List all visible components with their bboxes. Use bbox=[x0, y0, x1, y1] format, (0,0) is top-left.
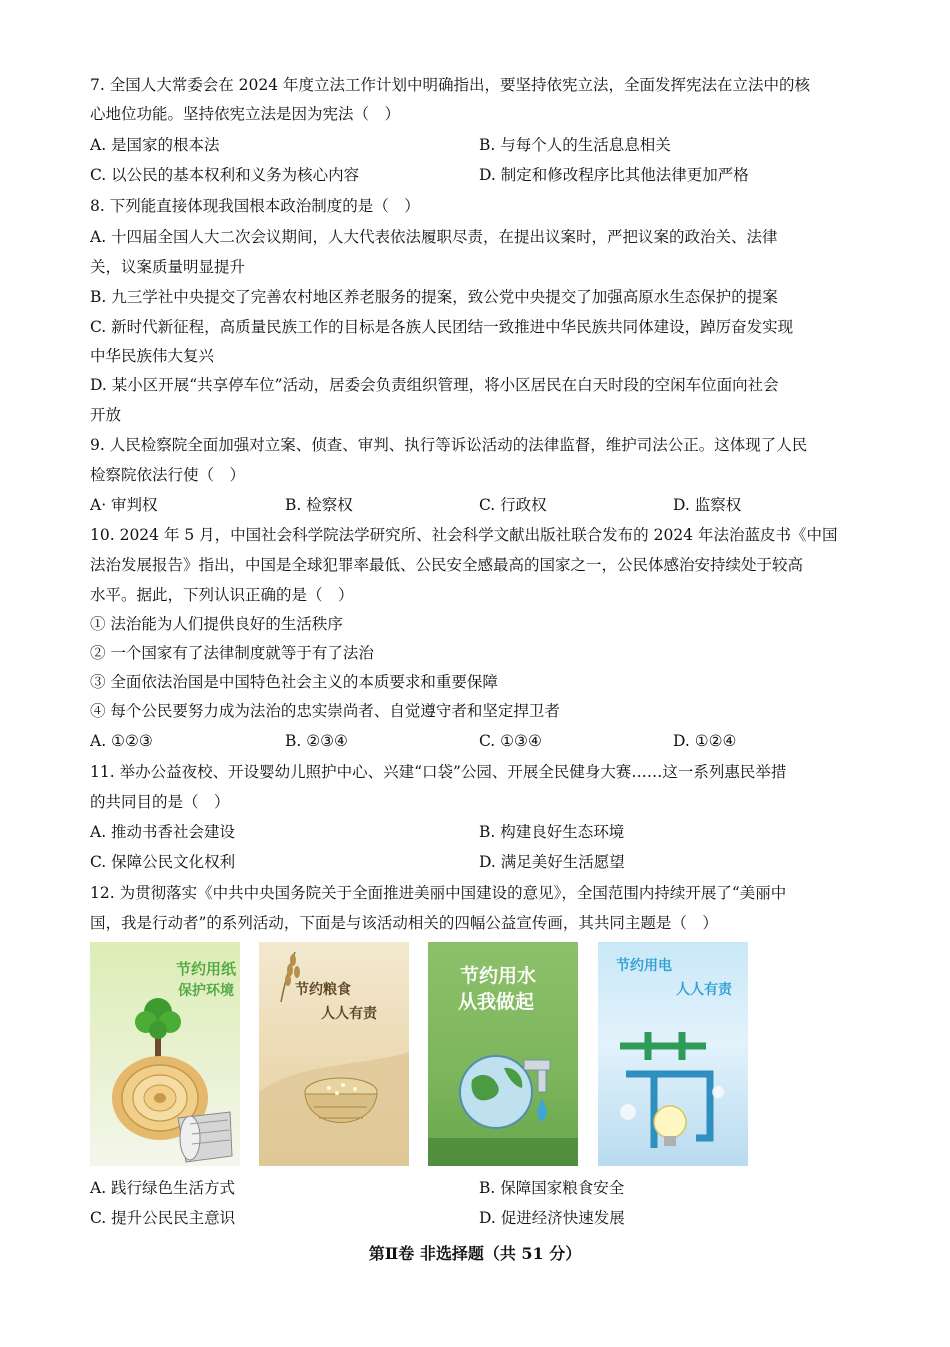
q7-stem-line1: 7. 全国人大常委会在 2024 年度立法工作计划中明确指出，要坚持依宪立法，全面发挥宪法在立法中的核 bbox=[90, 76, 811, 94]
q7-stem-line2: 心地位功能。坚持依宪立法是因为宪法（ ） bbox=[90, 105, 401, 123]
q10-option-d: D. ①②④ bbox=[673, 732, 737, 750]
paper-roll-icon bbox=[178, 1112, 232, 1162]
poster-save-water bbox=[428, 942, 578, 1166]
q9-option-c: C. 行政权 bbox=[479, 496, 547, 514]
poster3-line2: 从我做起 bbox=[458, 991, 535, 1013]
q8-option-c-line1: C. 新时代新征程，高质量民族工作的目标是各族人民团结一致推进中华民族共同体建设，踔厉奋发实现 bbox=[90, 318, 794, 336]
poster1-line2: 保护环境 bbox=[178, 983, 234, 999]
q11-stem-line2: 的共同目的是（ ） bbox=[90, 793, 230, 811]
q10-statement-3: ③ 全面依法治国是中国特色社会主义的本质要求和重要保障 bbox=[90, 673, 498, 691]
q9-option-a: A· 审判权 bbox=[90, 496, 158, 514]
q7-option-a: A. 是国家的根本法 bbox=[90, 136, 220, 154]
poster1-line1: 节约用纸 bbox=[176, 960, 237, 978]
q10-option-c: C. ①③④ bbox=[479, 732, 542, 750]
q10-statement-2: ② 一个国家有了法律制度就等于有了法治 bbox=[90, 644, 374, 662]
q9-stem-line1: 9. 人民检察院全面加强对立案、侦查、审判、执行等诉讼活动的法律监督，维护司法公正。这体现了人民 bbox=[90, 436, 808, 454]
q10-stem-line2: 法治发展报告》指出，中国是全球犯罪率最低、公民安全感最高的国家之一，公民体感治安持续处于较高 bbox=[90, 556, 804, 574]
q8-option-c-line2: 中华民族伟大复兴 bbox=[90, 347, 215, 365]
q12-stem-line1: 12. 为贯彻落实《中共中央国务院关于全面推进美丽中国建设的意见》，全国范围内持续开展了“美丽中 bbox=[90, 884, 787, 902]
q12-option-c: C. 提升公民民主意识 bbox=[90, 1209, 236, 1227]
q12-option-b: B. 保障国家粮食安全 bbox=[479, 1179, 625, 1197]
section-title: 第Ⅱ卷 非选择题（共 51 分） bbox=[368, 1244, 582, 1263]
q7-option-d: D. 制定和修改程序比其他法律更加严格 bbox=[479, 166, 749, 184]
q12-stem-line2: 国，我是行动者”的系列活动，下面是与该活动相关的四幅公益宣传画，其共同主题是（ ） bbox=[90, 914, 718, 932]
q11-stem-line1: 11. 举办公益夜校、开设婴幼儿照护中心、兴建“口袋”公园、开展全民健身大赛……这一系列惠民举措 bbox=[90, 763, 787, 781]
q7-option-b: B. 与每个人的生活息息相关 bbox=[479, 136, 671, 154]
q11-option-b: B. 构建良好生态环境 bbox=[479, 823, 625, 841]
poster2-line1: 节约粮食 bbox=[295, 982, 351, 998]
q10-option-b: B. ②③④ bbox=[285, 732, 348, 750]
q11-option-c: C. 保障公民文化权利 bbox=[90, 853, 236, 871]
q12-option-a: A. 践行绿色生活方式 bbox=[90, 1179, 236, 1197]
q9-option-b: B. 检察权 bbox=[285, 496, 353, 514]
q10-statement-4: ④ 每个公民要努力成为法治的忠实崇尚者、自觉遵守者和坚定捍卫者 bbox=[90, 702, 560, 720]
q8-option-b: B. 九三学社中央提交了完善农村地区养老服务的提案，致公党中央提交了加强高原水生态保护的提案 bbox=[90, 288, 778, 306]
q7-option-c: C. 以公民的基本权利和义务为核心内容 bbox=[90, 166, 360, 184]
q11-option-a: A. 推动书香社会建设 bbox=[90, 823, 236, 841]
q9-option-d: D. 监察权 bbox=[673, 496, 742, 514]
q8-option-d-line1: D. 某小区开展“共享停车位”活动，居委会负责组织管理，将小区居民在白天时段的空闲车位面向社会 bbox=[90, 376, 779, 394]
globe-icon bbox=[460, 1056, 532, 1128]
poster-save-paper bbox=[90, 942, 240, 1166]
q10-stem-line3: 水平。据此，下列认识正确的是（ ） bbox=[90, 586, 354, 604]
q10-statement-1: ① 法治能为人们提供良好的生活秩序 bbox=[90, 615, 343, 633]
poster3-line1: 节约用水 bbox=[460, 965, 537, 987]
q12-option-d: D. 促进经济快速发展 bbox=[479, 1209, 625, 1227]
water-drop-icon bbox=[537, 1098, 546, 1122]
tree-icon bbox=[135, 998, 181, 1062]
poster-save-food bbox=[259, 942, 409, 1166]
poster2-line2: 人人有责 bbox=[321, 1006, 377, 1022]
q11-option-d: D. 满足美好生活愿望 bbox=[479, 853, 625, 871]
q8-stem: 8. 下列能直接体现我国根本政治制度的是（ ） bbox=[90, 197, 420, 215]
poster4-line1: 节约用电 bbox=[616, 958, 672, 974]
q9-stem-line2: 检察院依法行使（ ） bbox=[90, 466, 246, 484]
poster-save-electricity bbox=[598, 942, 748, 1166]
q10-stem-line1: 10. 2024 年 5 月，中国社会科学院法学研究所、社会科学文献出版社联合发布的 2024 年法治蓝皮书《中国 bbox=[90, 526, 838, 544]
poster4-line2: 人人有责 bbox=[676, 982, 732, 998]
q8-option-d-line2: 开放 bbox=[90, 406, 122, 424]
q8-option-a-line1: A. 十四届全国人大二次会议期间，人大代表依法履职尽责，在提出议案时，严把议案的政治关、法律 bbox=[90, 228, 778, 246]
q10-option-a: A. ①②③ bbox=[90, 732, 153, 750]
q8-option-a-line2: 关，议案质量明显提升 bbox=[90, 258, 246, 276]
